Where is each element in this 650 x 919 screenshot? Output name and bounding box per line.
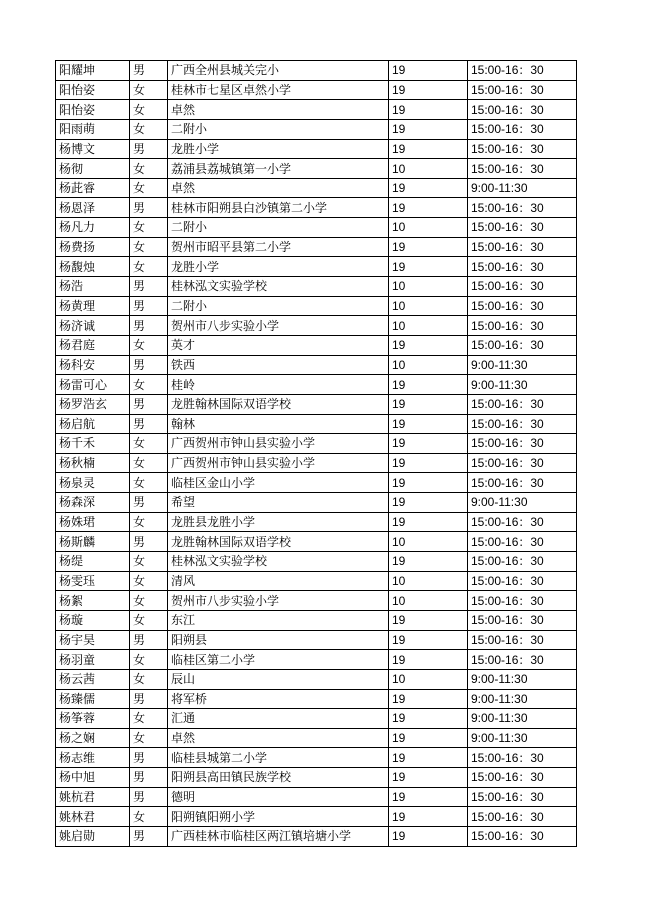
school-cell: 将军桥	[168, 689, 389, 709]
table-row	[56, 277, 577, 297]
student-name-cell: 杨羽童	[56, 650, 130, 670]
age-cell: 19	[389, 119, 468, 139]
table-row	[56, 787, 577, 807]
session-time-cell: 15:00-16：30	[468, 748, 577, 768]
session-time-cell: 15:00-16：30	[468, 80, 577, 100]
table-row	[56, 532, 577, 552]
table-row	[56, 237, 577, 257]
student-name-cell: 杨馥烛	[56, 257, 130, 277]
school-cell: 汇通	[168, 709, 389, 729]
table-row	[56, 434, 577, 454]
age-cell: 10	[389, 669, 468, 689]
gender-cell: 男	[130, 355, 168, 375]
age-cell: 10	[389, 532, 468, 552]
student-name-cell: 杨君庭	[56, 335, 130, 355]
age-cell: 19	[389, 787, 468, 807]
table-row	[56, 669, 577, 689]
school-cell: 辰山	[168, 669, 389, 689]
gender-cell: 女	[130, 218, 168, 238]
age-cell: 10	[389, 571, 468, 591]
table-row	[56, 768, 577, 788]
age-cell: 10	[389, 591, 468, 611]
session-time-cell: 9:00-11:30	[468, 375, 577, 395]
age-cell: 19	[389, 198, 468, 218]
table-row	[56, 493, 577, 513]
school-cell: 清风	[168, 571, 389, 591]
table-row	[56, 394, 577, 414]
school-cell: 龙胜小学	[168, 139, 389, 159]
student-name-cell: 杨姝珺	[56, 512, 130, 532]
student-name-cell: 杨斯麟	[56, 532, 130, 552]
gender-cell: 女	[130, 434, 168, 454]
table-row	[56, 198, 577, 218]
school-cell: 临桂区第二小学	[168, 650, 389, 670]
student-name-cell: 杨森深	[56, 493, 130, 513]
student-name-cell: 杨中旭	[56, 768, 130, 788]
gender-cell: 男	[130, 787, 168, 807]
student-name-cell: 杨雯珏	[56, 571, 130, 591]
gender-cell: 男	[130, 198, 168, 218]
age-cell: 19	[389, 552, 468, 572]
table-row	[56, 728, 577, 748]
school-cell: 卓然	[168, 178, 389, 198]
school-cell: 希望	[168, 493, 389, 513]
table-row	[56, 355, 577, 375]
gender-cell: 男	[130, 316, 168, 336]
table-row	[56, 414, 577, 434]
session-time-cell: 15:00-16：30	[468, 277, 577, 297]
session-time-cell: 15:00-16：30	[468, 571, 577, 591]
table-row	[56, 650, 577, 670]
gender-cell: 男	[130, 826, 168, 846]
school-cell: 阳朔县	[168, 630, 389, 650]
school-cell: 翰林	[168, 414, 389, 434]
student-name-cell: 阳怡姿	[56, 100, 130, 120]
table-row	[56, 610, 577, 630]
session-time-cell: 15:00-16：30	[468, 453, 577, 473]
student-name-cell: 阳怡姿	[56, 80, 130, 100]
school-cell: 德明	[168, 787, 389, 807]
gender-cell: 女	[130, 669, 168, 689]
age-cell: 19	[389, 728, 468, 748]
session-time-cell: 15:00-16：30	[468, 630, 577, 650]
gender-cell: 女	[130, 610, 168, 630]
school-cell: 二附小	[168, 296, 389, 316]
student-name-cell: 杨费扬	[56, 237, 130, 257]
gender-cell: 男	[130, 296, 168, 316]
table-row	[56, 512, 577, 532]
student-name-cell: 杨启航	[56, 414, 130, 434]
school-cell: 阳朔镇阳朔小学	[168, 807, 389, 827]
table-row	[56, 335, 577, 355]
gender-cell: 女	[130, 119, 168, 139]
session-time-cell: 15:00-16：30	[468, 61, 577, 81]
school-cell: 桂岭	[168, 375, 389, 395]
gender-cell: 女	[130, 159, 168, 179]
roster-table	[55, 60, 577, 847]
table-row	[56, 571, 577, 591]
session-time-cell: 9:00-11:30	[468, 493, 577, 513]
student-name-cell: 杨缇	[56, 552, 130, 572]
session-time-cell: 15:00-16：30	[468, 650, 577, 670]
age-cell: 19	[389, 748, 468, 768]
school-cell: 贺州市昭平县第二小学	[168, 237, 389, 257]
table-row	[56, 257, 577, 277]
age-cell: 19	[389, 335, 468, 355]
gender-cell: 女	[130, 571, 168, 591]
session-time-cell: 15:00-16：30	[468, 414, 577, 434]
session-time-cell: 15:00-16：30	[468, 434, 577, 454]
student-name-cell: 杨筝蓉	[56, 709, 130, 729]
gender-cell: 女	[130, 237, 168, 257]
gender-cell: 男	[130, 748, 168, 768]
student-name-cell: 杨科安	[56, 355, 130, 375]
age-cell: 19	[389, 807, 468, 827]
school-cell: 铁西	[168, 355, 389, 375]
session-time-cell: 15:00-16：30	[468, 218, 577, 238]
school-cell: 英才	[168, 335, 389, 355]
student-name-cell: 杨博文	[56, 139, 130, 159]
school-cell: 龙胜小学	[168, 257, 389, 277]
student-name-cell: 杨之娴	[56, 728, 130, 748]
session-time-cell: 15:00-16：30	[468, 237, 577, 257]
age-cell: 19	[389, 473, 468, 493]
gender-cell: 女	[130, 375, 168, 395]
age-cell: 19	[389, 61, 468, 81]
session-time-cell: 15:00-16：30	[468, 296, 577, 316]
student-name-cell: 杨志维	[56, 748, 130, 768]
session-time-cell: 15:00-16：30	[468, 100, 577, 120]
age-cell: 19	[389, 257, 468, 277]
student-name-cell: 杨雷可心	[56, 375, 130, 395]
gender-cell: 男	[130, 493, 168, 513]
school-cell: 卓然	[168, 728, 389, 748]
gender-cell: 女	[130, 100, 168, 120]
session-time-cell: 15:00-16：30	[468, 473, 577, 493]
gender-cell: 女	[130, 650, 168, 670]
age-cell: 10	[389, 159, 468, 179]
roster-sheet	[55, 60, 576, 847]
school-cell: 贺州市八步实验小学	[168, 591, 389, 611]
session-time-cell: 15:00-16：30	[468, 335, 577, 355]
gender-cell: 女	[130, 728, 168, 748]
table-row	[56, 375, 577, 395]
table-row	[56, 139, 577, 159]
age-cell: 19	[389, 394, 468, 414]
school-cell: 临桂县城第二小学	[168, 748, 389, 768]
table-row	[56, 473, 577, 493]
table-row	[56, 218, 577, 238]
roster-table-body	[56, 61, 577, 847]
student-name-cell: 杨济诚	[56, 316, 130, 336]
session-time-cell: 15:00-16：30	[468, 552, 577, 572]
session-time-cell: 15:00-16：30	[468, 610, 577, 630]
school-cell: 桂林市阳朔县白沙镇第二小学	[168, 198, 389, 218]
school-cell: 二附小	[168, 119, 389, 139]
gender-cell: 女	[130, 453, 168, 473]
age-cell: 19	[389, 709, 468, 729]
age-cell: 19	[389, 139, 468, 159]
school-cell: 龙胜县龙胜小学	[168, 512, 389, 532]
student-name-cell: 杨彻	[56, 159, 130, 179]
school-cell: 二附小	[168, 218, 389, 238]
table-row	[56, 159, 577, 179]
student-name-cell: 杨宇昊	[56, 630, 130, 650]
age-cell: 19	[389, 630, 468, 650]
gender-cell: 男	[130, 630, 168, 650]
gender-cell: 男	[130, 532, 168, 552]
age-cell: 19	[389, 375, 468, 395]
session-time-cell: 15:00-16：30	[468, 119, 577, 139]
session-time-cell: 15:00-16：30	[468, 316, 577, 336]
session-time-cell: 15:00-16：30	[468, 787, 577, 807]
gender-cell: 女	[130, 473, 168, 493]
table-row	[56, 296, 577, 316]
session-time-cell: 15:00-16：30	[468, 198, 577, 218]
student-name-cell: 杨璇	[56, 610, 130, 630]
age-cell: 10	[389, 218, 468, 238]
session-time-cell: 15:00-16：30	[468, 257, 577, 277]
school-cell: 阳朔县高田镇民族学校	[168, 768, 389, 788]
gender-cell: 男	[130, 414, 168, 434]
school-cell: 广西贺州市钟山县实验小学	[168, 453, 389, 473]
age-cell: 19	[389, 434, 468, 454]
table-row	[56, 689, 577, 709]
student-name-cell: 杨茈睿	[56, 178, 130, 198]
age-cell: 10	[389, 277, 468, 297]
session-time-cell: 15:00-16：30	[468, 159, 577, 179]
table-row	[56, 119, 577, 139]
age-cell: 19	[389, 493, 468, 513]
student-name-cell: 杨凡力	[56, 218, 130, 238]
age-cell: 10	[389, 296, 468, 316]
table-row	[56, 748, 577, 768]
student-name-cell: 杨千禾	[56, 434, 130, 454]
age-cell: 19	[389, 512, 468, 532]
school-cell: 龙胜翰林国际双语学校	[168, 394, 389, 414]
session-time-cell: 15:00-16：30	[468, 532, 577, 552]
student-name-cell: 杨罗浩玄	[56, 394, 130, 414]
session-time-cell: 9:00-11:30	[468, 709, 577, 729]
student-name-cell: 杨泉灵	[56, 473, 130, 493]
student-name-cell: 杨浩	[56, 277, 130, 297]
table-row	[56, 591, 577, 611]
session-time-cell: 15:00-16：30	[468, 768, 577, 788]
school-cell: 临桂区金山小学	[168, 473, 389, 493]
gender-cell: 女	[130, 335, 168, 355]
gender-cell: 女	[130, 178, 168, 198]
school-cell: 荔浦县荔城镇第一小学	[168, 159, 389, 179]
student-name-cell: 杨絮	[56, 591, 130, 611]
student-name-cell: 杨云茜	[56, 669, 130, 689]
age-cell: 19	[389, 100, 468, 120]
gender-cell: 男	[130, 139, 168, 159]
school-cell: 桂林泓文实验学校	[168, 277, 389, 297]
table-row	[56, 80, 577, 100]
student-name-cell: 阳耀坤	[56, 61, 130, 81]
table-row	[56, 630, 577, 650]
age-cell: 10	[389, 316, 468, 336]
gender-cell: 女	[130, 257, 168, 277]
school-cell: 桂林市七星区卓然小学	[168, 80, 389, 100]
age-cell: 19	[389, 237, 468, 257]
session-time-cell: 9:00-11:30	[468, 355, 577, 375]
session-time-cell: 9:00-11:30	[468, 689, 577, 709]
table-row	[56, 100, 577, 120]
table-row	[56, 709, 577, 729]
age-cell: 10	[389, 355, 468, 375]
age-cell: 19	[389, 650, 468, 670]
gender-cell: 女	[130, 80, 168, 100]
gender-cell: 男	[130, 689, 168, 709]
age-cell: 19	[389, 610, 468, 630]
gender-cell: 女	[130, 807, 168, 827]
session-time-cell: 9:00-11:30	[468, 178, 577, 198]
age-cell: 19	[389, 80, 468, 100]
session-time-cell: 15:00-16：30	[468, 139, 577, 159]
age-cell: 19	[389, 178, 468, 198]
table-row	[56, 552, 577, 572]
table-row	[56, 316, 577, 336]
student-name-cell: 杨恩泽	[56, 198, 130, 218]
gender-cell: 男	[130, 394, 168, 414]
school-cell: 东江	[168, 610, 389, 630]
gender-cell: 男	[130, 277, 168, 297]
student-name-cell: 杨秋楠	[56, 453, 130, 473]
school-cell: 贺州市八步实验小学	[168, 316, 389, 336]
student-name-cell: 杨臻儒	[56, 689, 130, 709]
school-cell: 龙胜翰林国际双语学校	[168, 532, 389, 552]
age-cell: 19	[389, 689, 468, 709]
session-time-cell: 15:00-16：30	[468, 591, 577, 611]
school-cell: 桂林泓文实验学校	[168, 552, 389, 572]
age-cell: 19	[389, 826, 468, 846]
table-row	[56, 178, 577, 198]
gender-cell: 男	[130, 768, 168, 788]
session-time-cell: 15:00-16：30	[468, 807, 577, 827]
student-name-cell: 阳雨萌	[56, 119, 130, 139]
student-name-cell: 姚杭君	[56, 787, 130, 807]
student-name-cell: 姚林君	[56, 807, 130, 827]
school-cell: 广西桂林市临桂区两江镇培塘小学	[168, 826, 389, 846]
gender-cell: 女	[130, 709, 168, 729]
age-cell: 19	[389, 453, 468, 473]
school-cell: 广西贺州市钟山县实验小学	[168, 434, 389, 454]
gender-cell: 女	[130, 512, 168, 532]
session-time-cell: 15:00-16：30	[468, 826, 577, 846]
school-cell: 广西全州县城关完小	[168, 61, 389, 81]
session-time-cell: 9:00-11:30	[468, 669, 577, 689]
gender-cell: 女	[130, 591, 168, 611]
table-row	[56, 453, 577, 473]
table-row	[56, 807, 577, 827]
table-row	[56, 61, 577, 81]
student-name-cell: 杨黄理	[56, 296, 130, 316]
gender-cell: 男	[130, 61, 168, 81]
age-cell: 19	[389, 414, 468, 434]
age-cell: 19	[389, 768, 468, 788]
session-time-cell: 9:00-11:30	[468, 728, 577, 748]
session-time-cell: 15:00-16：30	[468, 394, 577, 414]
table-row	[56, 826, 577, 846]
gender-cell: 女	[130, 552, 168, 572]
student-name-cell: 姚启勋	[56, 826, 130, 846]
school-cell: 卓然	[168, 100, 389, 120]
session-time-cell: 15:00-16：30	[468, 512, 577, 532]
